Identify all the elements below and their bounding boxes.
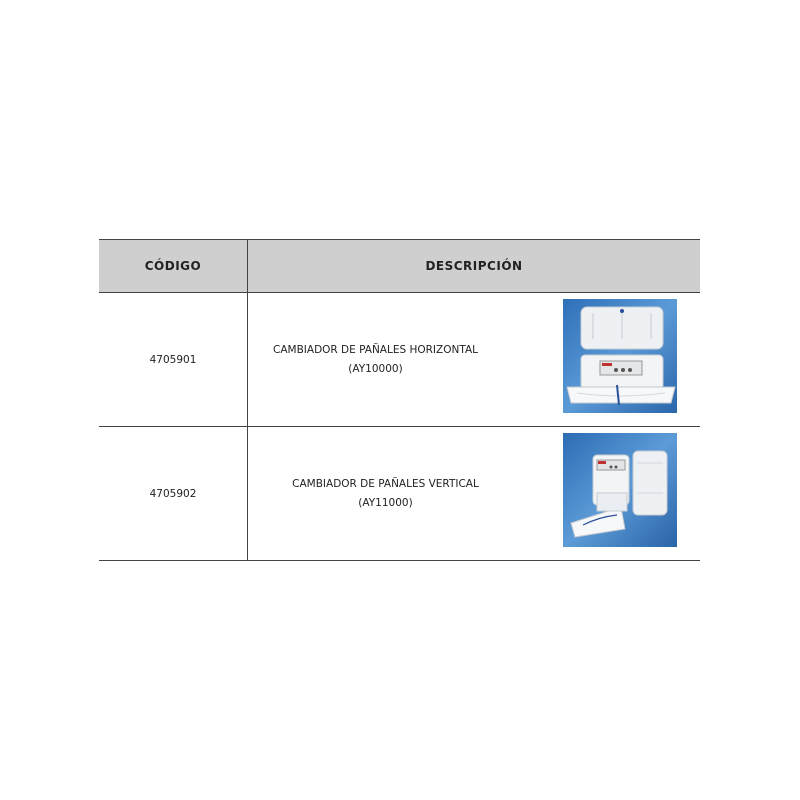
product-model: (AY11000) (358, 497, 413, 509)
product-description: CAMBIADOR DE PAÑALES VERTICAL (292, 478, 479, 490)
product-code: 4705902 (149, 487, 197, 500)
table-header (99, 239, 700, 293)
table-row (99, 427, 700, 561)
header-code: CÓDIGO (144, 259, 202, 273)
description-text (248, 341, 503, 379)
product-model: (AY10000) (348, 363, 403, 375)
description-text (248, 475, 523, 513)
horizontal-changer-photo (563, 299, 677, 413)
header-description: DESCRIPCIÓN (247, 240, 700, 292)
product-description: CAMBIADOR DE PAÑALES HORIZONTAL (273, 344, 478, 356)
vertical-changer-photo (563, 433, 677, 547)
product-code: 4705901 (149, 353, 197, 366)
description-cell (247, 427, 700, 560)
description-cell (247, 293, 700, 426)
table-row (99, 293, 700, 427)
product-table (99, 239, 700, 561)
